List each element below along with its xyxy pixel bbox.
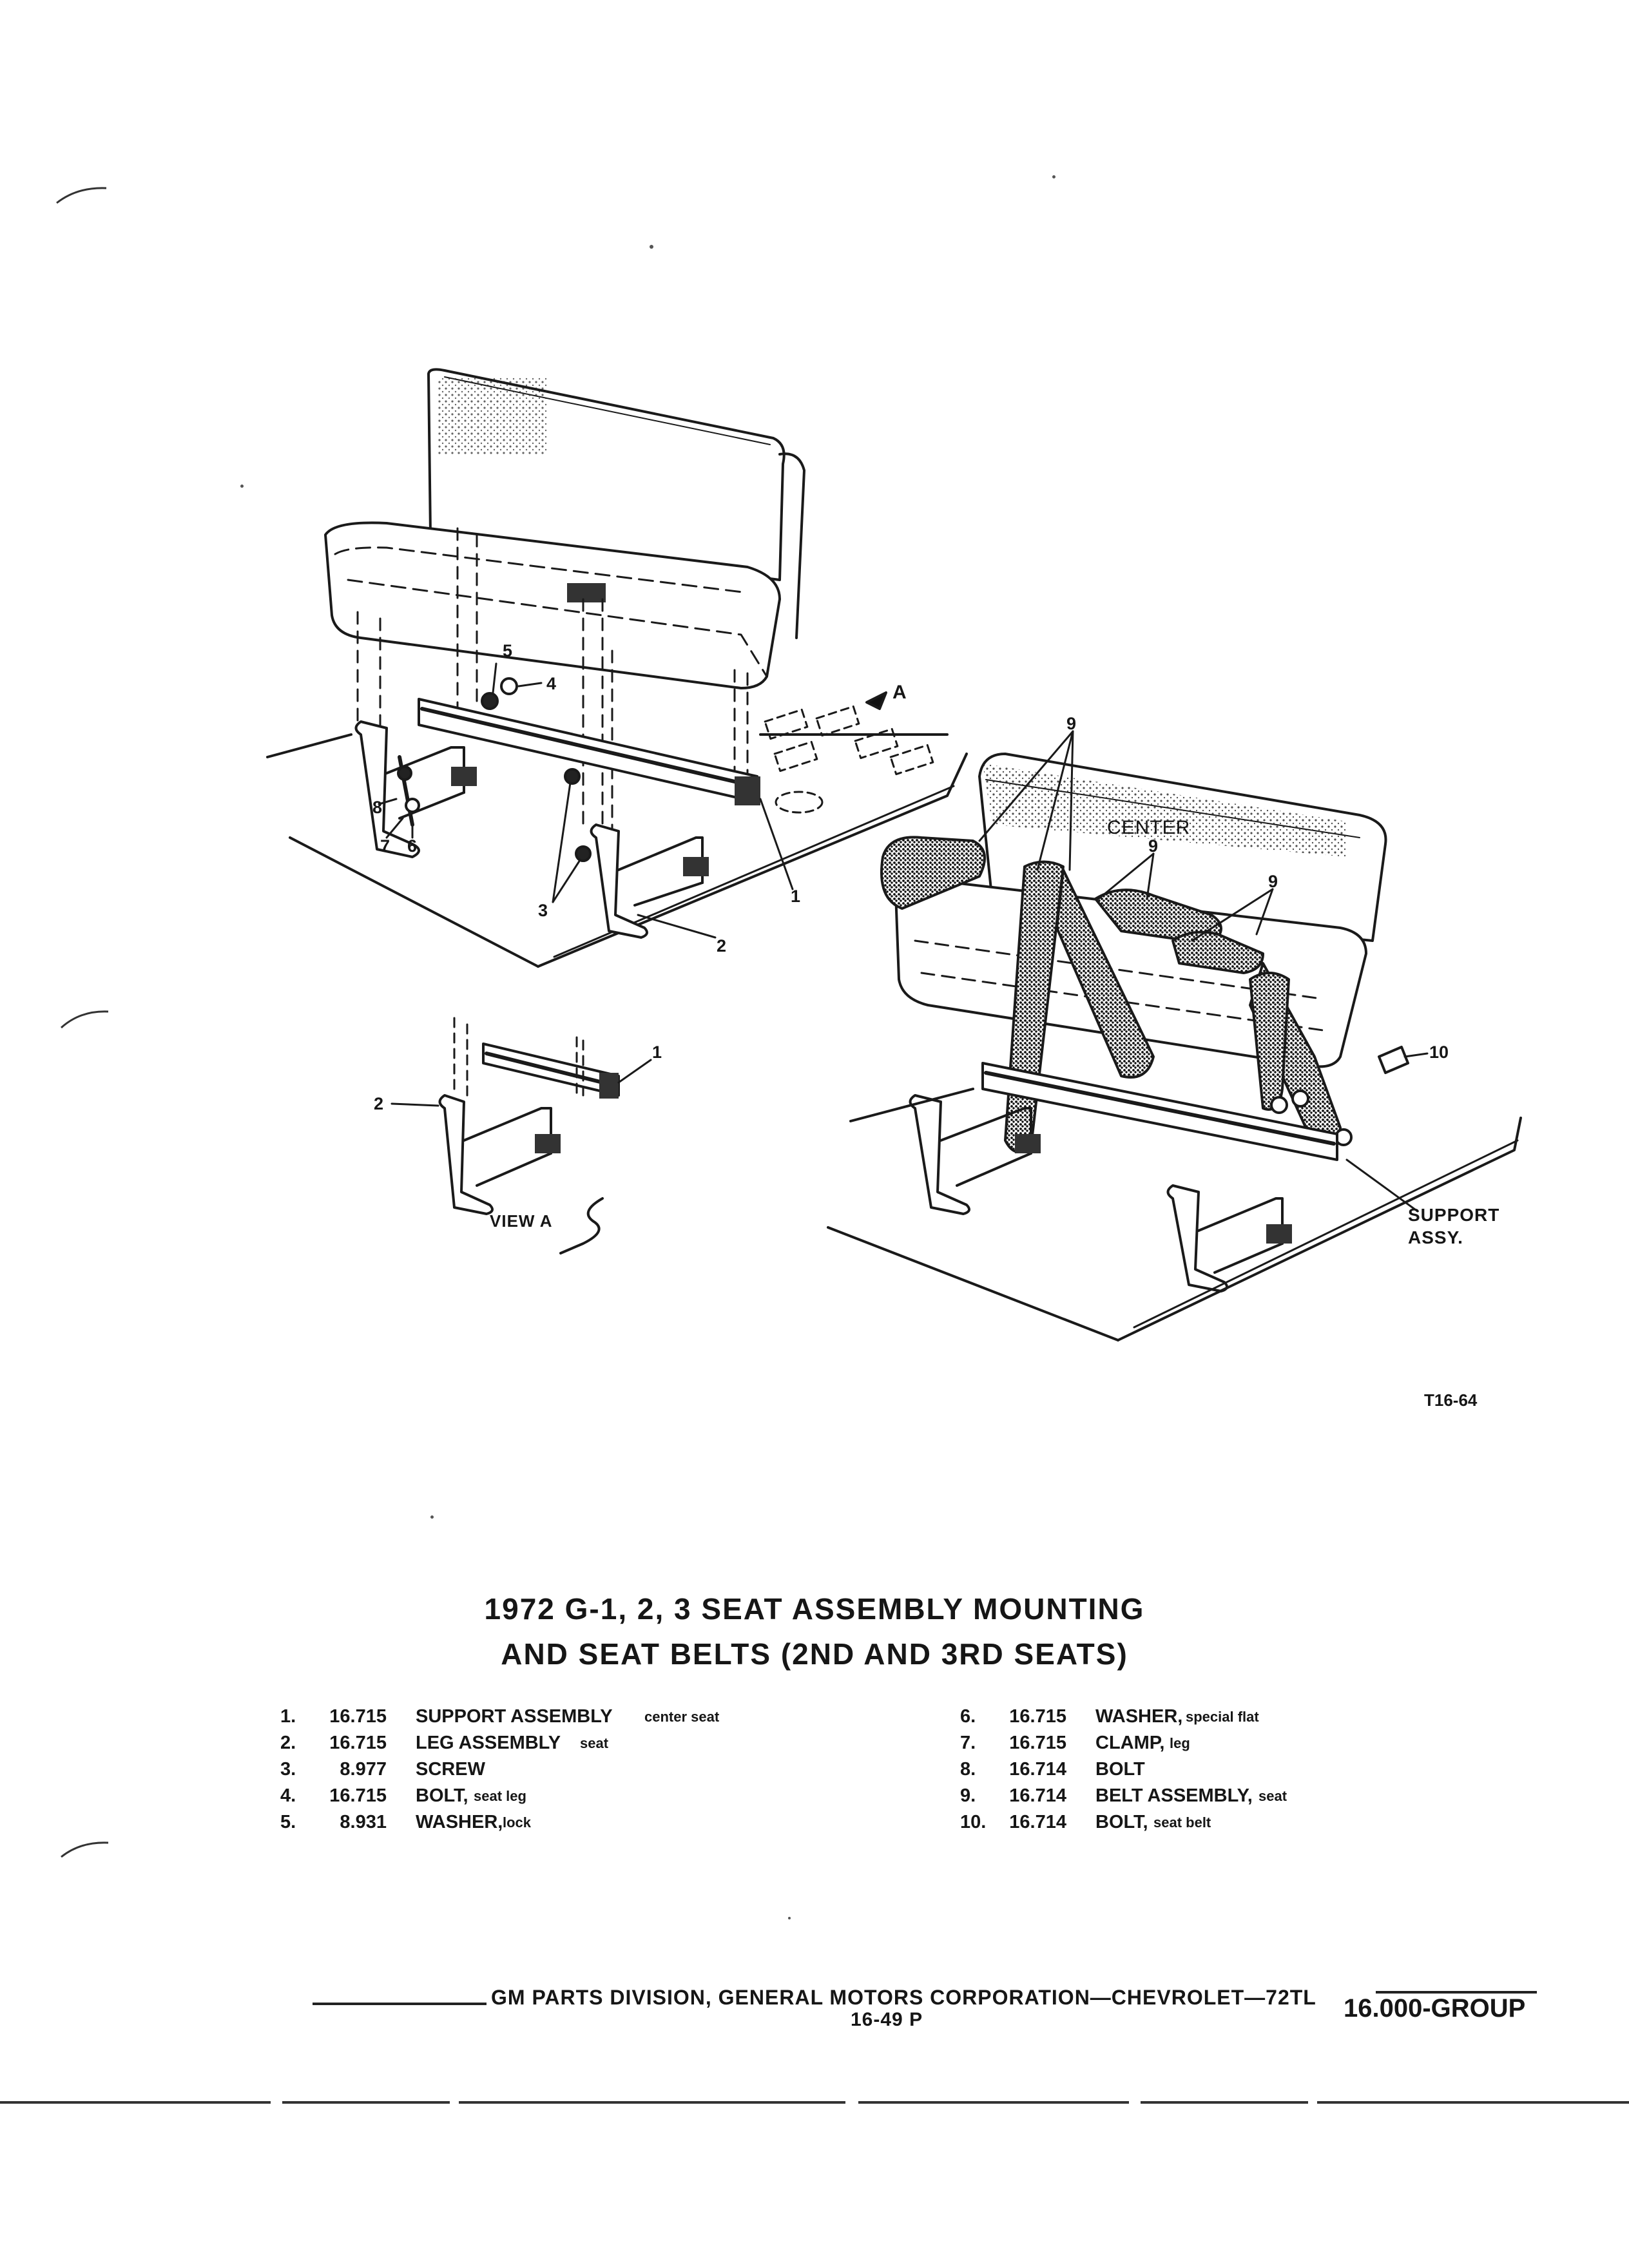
left-seat-drawing [267, 369, 967, 966]
part-row: 9. 16.714 BELT ASSEMBLY, seat [960, 1785, 1287, 1806]
bolt-callout-10: 10 [1429, 1043, 1449, 1062]
part-row: 5. 8.931 WASHER, lock [280, 1812, 532, 1832]
center-label: CENTER [1107, 817, 1191, 838]
part-row: 4. 16.715 BOLT, seat leg [280, 1785, 526, 1806]
page-number: 16-49 P [851, 2009, 923, 2030]
callout-8: 8 [372, 798, 383, 817]
callout-5: 5 [503, 641, 513, 660]
part-row: 3. 8.977 SCREW [280, 1759, 485, 1780]
part-row: 2. 16.715 LEG ASSEMBLY seat [280, 1733, 609, 1753]
part-row: 10. 16.714 BOLT, seat belt [960, 1812, 1211, 1832]
callout-4: 4 [546, 674, 557, 693]
page-title-line2: AND SEAT BELTS (2ND AND 3RD SEATS) [501, 1637, 1128, 1671]
support-label-line1: SUPPORT [1408, 1205, 1500, 1225]
footer-rule-right [1376, 1991, 1537, 1994]
callout-6: 6 [407, 836, 418, 856]
part-row: 8. 16.714 BOLT [960, 1759, 1145, 1780]
callout-1: 1 [791, 887, 801, 906]
belt-callout-9b: 9 [1148, 836, 1159, 856]
group-number: 16.000-GROUP [1344, 1994, 1526, 2023]
support-label-line2: ASSY. [1408, 1227, 1463, 1247]
callout-7: 7 [380, 836, 390, 856]
drawing-id: T16-64 [1424, 1390, 1478, 1410]
part-row: 6. 16.715 WASHER, special flat [960, 1706, 1259, 1727]
view-a-label: VIEW A [490, 1211, 553, 1231]
part-row: 7. 16.715 CLAMP, leg [960, 1733, 1190, 1753]
callout-2: 2 [717, 936, 727, 956]
footer-division: GM PARTS DIVISION, GENERAL MOTORS CORPORATION—CHEVROLET—72TL [491, 1986, 1316, 2009]
view-a-arrow-label: A [892, 682, 907, 703]
callout-3: 3 [538, 901, 548, 920]
parts-list-left [280, 1706, 860, 1838]
view-a-callout-2: 2 [374, 1094, 384, 1113]
parts-list-right [960, 1706, 1476, 1838]
part-row: 1. 16.715 SUPPORT ASSEMBLY center seat [280, 1706, 720, 1727]
footer-rule-left [313, 2003, 487, 2005]
belt-callout-9c: 9 [1268, 872, 1278, 891]
view-a-callout-1: 1 [652, 1043, 662, 1062]
belt-callout-9a: 9 [1066, 714, 1077, 733]
page-title-line1: 1972 G-1, 2, 3 SEAT ASSEMBLY MOUNTING [484, 1592, 1145, 1626]
